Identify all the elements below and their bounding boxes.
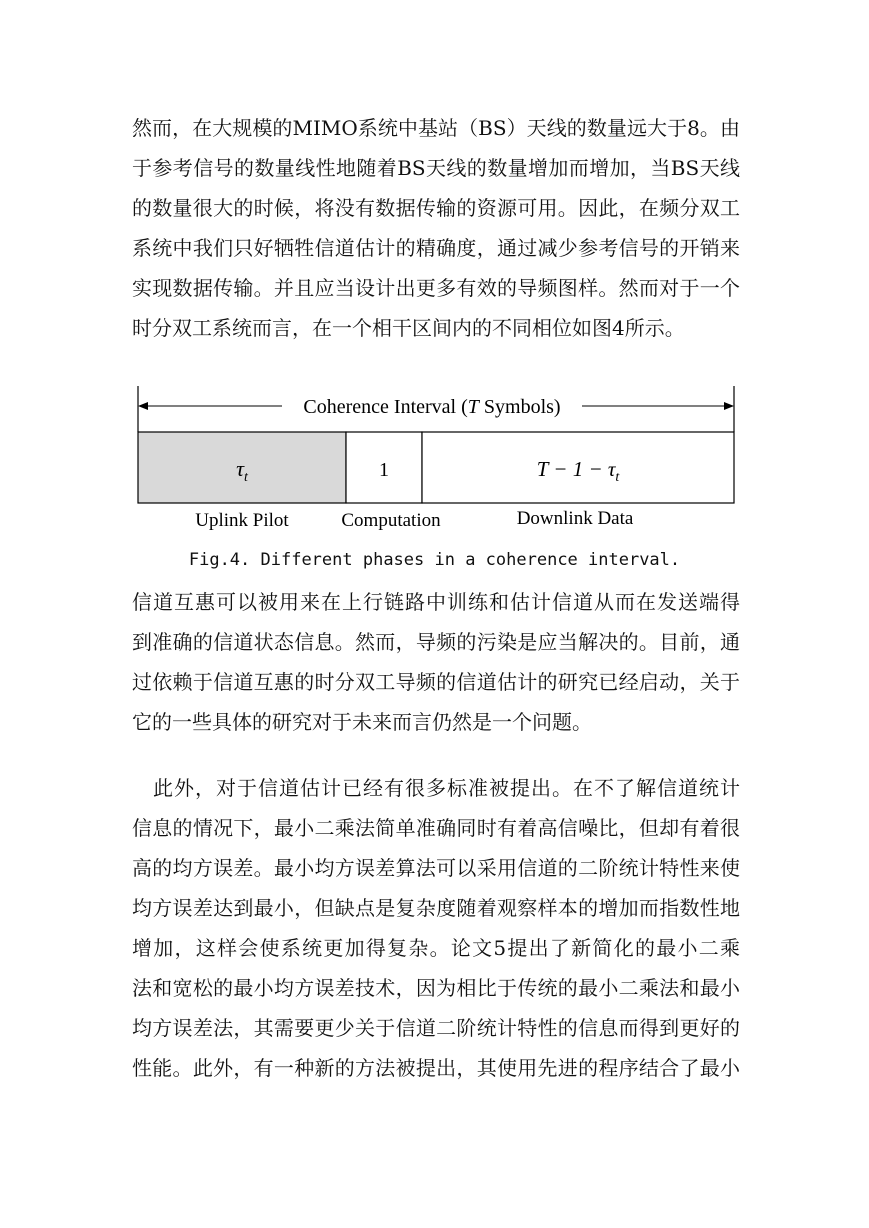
computation-label: Computation <box>341 510 441 531</box>
downlink-cell-symbol: $T - 1 - \tau_t$ <box>536 457 620 485</box>
paragraph-1 <box>132 108 740 348</box>
text-line: 此外，对于信道估计已经有很多标准被提出。在不了解信道统计 <box>132 776 740 800</box>
uplink-pilot-label: Uplink Pilot <box>195 510 289 531</box>
text-line: 到准确的信道状态信息。然而，导频的污染是应当解决的。目前，通 <box>132 630 740 654</box>
text-line: 信息的情况下，最小二乘法简单准确同时有着高信噪比，但却有着很 <box>132 816 740 840</box>
interval-label: Coherence Interval (T Symbols) <box>303 396 561 418</box>
text-line: 均方误差达到最小，但缺点是复杂度随着观察样本的增加而指数性地 <box>132 896 740 920</box>
text-line: 信道互惠可以被用来在上行链路中训练和估计信道从而在发送端得 <box>132 590 740 614</box>
text-line: 法和宽松的最小均方误差技术，因为相比于传统的最小二乘法和最小 <box>132 976 740 1000</box>
text-line: 性能。此外，有一种新的方法被提出，其使用先进的程序结合了最小 <box>132 1056 740 1080</box>
paragraph-2 <box>132 582 740 742</box>
text-line: 实现数据传输。并且应当设计出更多有效的导频图样。然而对于一个 <box>132 276 740 300</box>
text-line: 的数量很大的时候，将没有数据传输的资源可用。因此，在频分双工 <box>132 196 740 220</box>
coherence-interval-figure <box>130 384 742 534</box>
text-line: 于参考信号的数量线性地随着BS天线的数量增加而增加，当BS天线 <box>132 156 740 180</box>
text-line: 然而，在大规模的MIMO系统中基站（BS）天线的数量远大于8。由 <box>132 116 740 140</box>
text-line: 时分双工系统而言，在一个相干区间内的不同相位如图4所示。 <box>132 316 685 340</box>
text-line: 它的一些具体的研究对于未来而言仍然是一个问题。 <box>132 710 592 734</box>
uplink-cell-symbol: $\tau_t$ <box>236 456 248 485</box>
figure-diagram <box>130 384 742 534</box>
text-line: 高的均方误差。最小均方误差算法可以采用信道的二阶统计特性来使 <box>132 856 740 880</box>
downlink-data-label: Downlink Data <box>516 508 634 529</box>
figure-caption: Fig.4. Different phases in a coherence interval. <box>188 550 681 570</box>
text-line: 过依赖于信道互惠的时分双工导频的信道估计的研究已经启动，关于 <box>132 670 740 694</box>
text-line: 系统中我们只好牺牲信道估计的精确度，通过减少参考信号的开销来 <box>132 236 740 260</box>
text-line: 增加，这样会使系统更加得复杂。论文5提出了新简化的最小二乘 <box>132 936 740 960</box>
computation-cell-symbol: 1 <box>379 459 389 481</box>
text-line: 均方误差法，其需要更少关于信道二阶统计特性的信息而得到更好的 <box>132 1016 740 1040</box>
paragraph-3 <box>132 768 740 1088</box>
